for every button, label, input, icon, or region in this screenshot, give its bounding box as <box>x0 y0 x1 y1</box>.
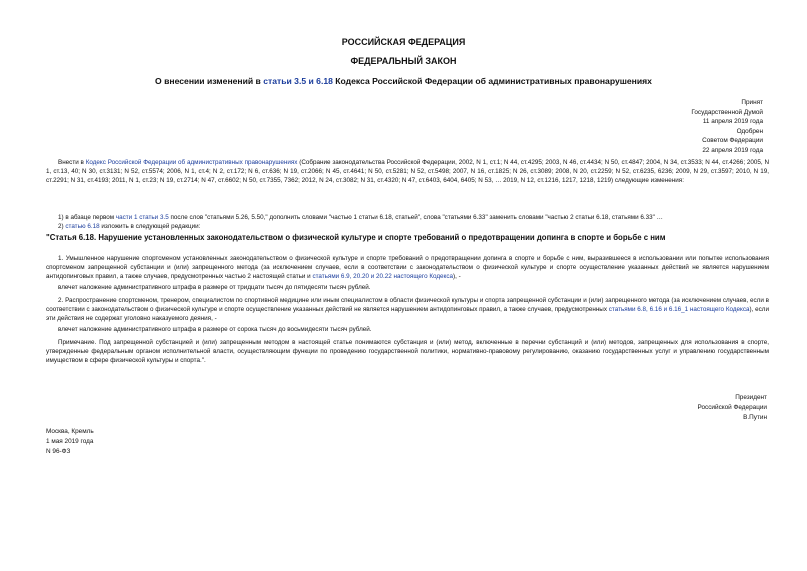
signature-role: Президент <box>735 394 767 401</box>
law-title-pre: О внесении изменений в <box>155 76 264 86</box>
footer-place: Москва, Кремль <box>46 428 94 435</box>
item-1 <box>46 213 769 222</box>
paragraph-1 <box>46 254 769 282</box>
paragraph-2-post: ), если эти действия не содержат уголовно наказуемого деяния, - <box>46 306 769 323</box>
law-title-post: Кодекса Российской Федерации об административных правонарушениях <box>332 76 652 86</box>
articles-3-5-6-18-link[interactable]: статьи 3.5 и 6.18 <box>263 76 333 86</box>
paragraph-2-fine: влечет наложение административного штрафа в размере от сорока тысяч до восьмидесяти тысяч рублей. <box>58 326 372 333</box>
country-heading: РОССИЙСКАЯ ФЕДЕРАЦИЯ <box>341 37 466 47</box>
accepted-label: Принят <box>741 99 763 106</box>
paragraph-1-post: ), - <box>453 273 461 281</box>
note-paragraph: Примечание. Под запрещенной субстанцией и (или) запрещенным методом в настоящей статье понимаются субстанция и (или) метод, включенные в перечни субстанций и (или) методов, запрещенных для использования в спорте, утвержденные федеральным органом исполнительной власти, осуществляющим функции по проведению государственной политики, нормативно-правовому регулированию, оказанию государственных услуг и управлению государственным имуществом в сфере физической культуры и спорта.". <box>46 339 769 365</box>
paragraph-1-pre: 1. Умышленное нарушение спортсменом установленных законодательством о физической культуре и спорте требований о предотвращении допинга в спорте и борьбе с ним, выразившееся в использовании или попытке использования спортсменом запрещенной субстанции и (или) запрещенного метода (за исключением случаев, если в соответствии с законодательством о физической культуре и спорте осуществление указанных действий не является нарушением антидопинговых правил, а также случаев, предусмотренных частью 2 настоящей статьи и <box>46 255 769 281</box>
law-title <box>0 76 807 86</box>
duma-date: 11 апреля 2019 года <box>702 118 763 126</box>
articles-6-8-6-16-link[interactable]: статьями 6.8, 6.16 и 6.16_1 настоящего Кодекса <box>608 306 750 314</box>
intro-pre: Внести в <box>58 159 86 166</box>
koap-link[interactable]: Кодекс Российской Федерации об административных правонарушениях <box>85 159 298 166</box>
signature-name: В.Путин <box>743 413 767 421</box>
intro-paragraph <box>46 158 769 186</box>
item-1-post: после слов "статьями 5.26, 5.50," дополнить словами "частью 1 статьи 6.18, статьей", слова "статьями 6.33" заменить словами "частью 2 статьи 6.18, статьями 6.33" … <box>168 214 663 221</box>
law-type-heading: ФЕДЕРАЛЬНЫЙ ЗАКОН <box>350 56 457 66</box>
signature-block <box>698 393 768 422</box>
council-label: Советом Федерации <box>702 137 763 145</box>
paragraph-2-pre: 2. Распространение спортсменом, тренером, специалистом по спортивной медицине или иным специалистом в области физической культуры и спорта запрещенной субстанции и (или) запрещенного метода (за исключением случаев, если в соответствии с законодательством о физической культуре и спорте осуществление указанных действий не является нарушением антидопинговых правил, а также случаев, предусмотренных <box>46 297 769 314</box>
council-date: 22 апреля 2019 года <box>702 146 763 154</box>
article-heading: "Статья 6.18. Нарушение установленных законодательством о физической культуре и спорте требований о предотвращении допинга в спорте и борьбе с ним <box>46 233 666 242</box>
duma-label: Государственной Думой <box>691 108 763 116</box>
article-6-18-link[interactable]: статью 6.18 <box>65 223 100 230</box>
approved-label: Одобрен <box>736 127 763 135</box>
intro-post: (Собрание законодательства Российской Федерации, 2002, N 1, ст.1; N 44, ст.4295; 2003, N 46, ст.4434; N 50, ст.4847; 2004, N 34, ст.3533; N 44, ст.4266; 2005, N 1, ст.13, 40; N 30, ст.3131; N 52, ст.5574; 2006, N 1, ст.4; N 2, ст.172; N 6, ст.636; N 19, ст.2066; N 45, ст.4641; N 50, ст.5281; N 52, ст.5498; 2007, N 16, ст.1825; N 26, ст.3089; 2008, N 20, ст.2259; N 52, ст.6235, 6236; 2009, N 29, ст.3597; 2010, N 19, ст.2291; N 31, ст.4193; 2011, N 1, ст.23; N 19, ст.2714; N 47, ст.6602; N 50, ст.7355, 7362; 2012, N 24, ст.3082; N 31, ст.4320; N 47, ст.6403, 6404, 6405; N 53, … 2019, N 12, ст.1216, 1217, 1218, 1219) следующие изменения: <box>46 159 769 185</box>
item-2-post: изложить в следующей редакции: <box>99 223 201 230</box>
item-2 <box>46 222 769 231</box>
paragraph-1-fine: влечет наложение административного штрафа в размере от тридцати тысяч до пятидесяти тысяч рублей. <box>58 284 371 291</box>
item-2-pre: 2) <box>58 223 66 230</box>
footer-number: N 96-ФЗ <box>46 448 71 455</box>
footer-date: 1 мая 2019 года <box>46 438 94 445</box>
signature-country: Российской Федерации <box>697 403 767 411</box>
part-1-article-3-5-link[interactable]: части 1 статьи 3.5 <box>115 214 169 221</box>
footer-block <box>46 427 94 457</box>
item-1-pre: 1) в абзаце первом <box>58 214 116 221</box>
articles-6-9-20-20-20-22-link[interactable]: статьями 6.9, 20.20 и 20.22 настоящего Кодекса <box>312 273 454 281</box>
adoption-block <box>691 98 763 156</box>
paragraph-2 <box>46 296 769 324</box>
